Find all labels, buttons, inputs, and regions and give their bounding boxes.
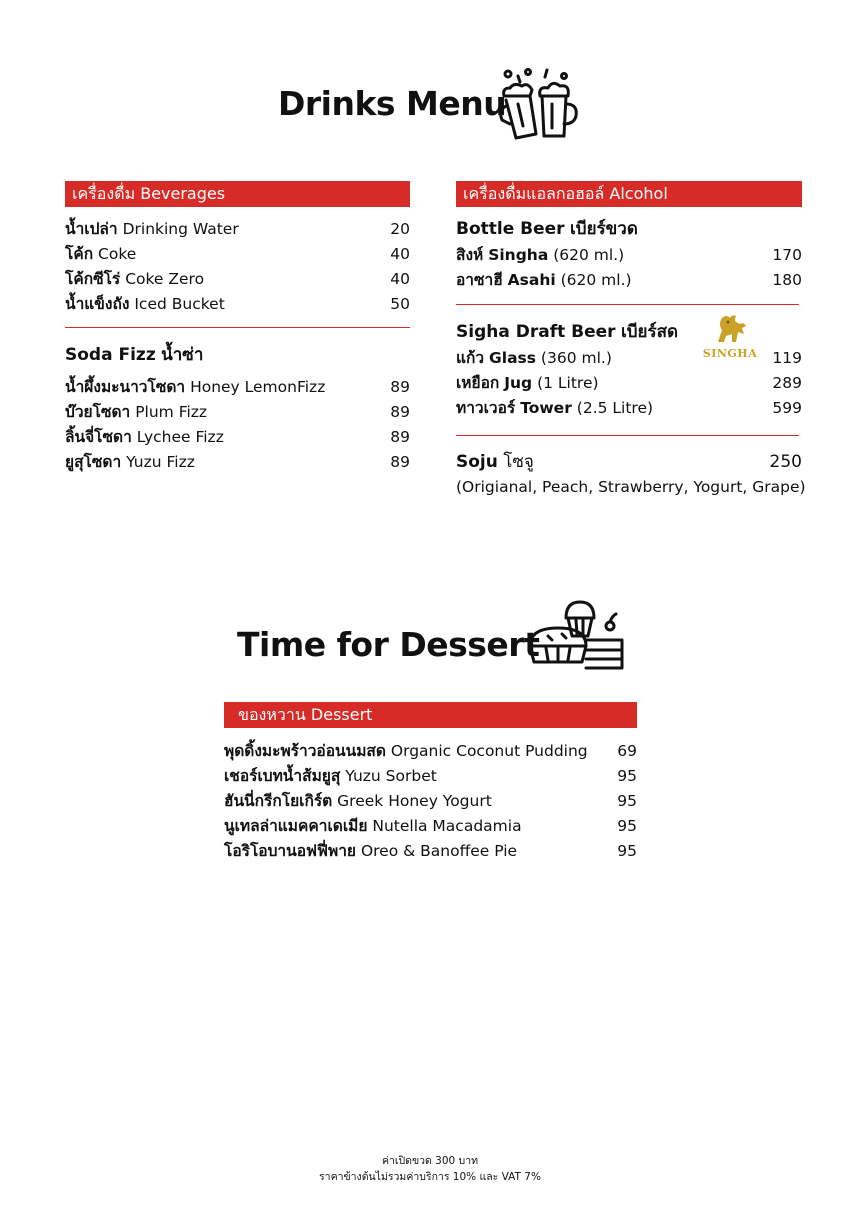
item-price: 95	[617, 817, 637, 835]
dessert-header: ของหวาน Dessert	[224, 702, 637, 728]
menu-item: ลิ้นจี่โซดา Lychee Fizz 89	[65, 425, 410, 450]
menu-item: น้ำแข็งถัง Iced Bucket 50	[65, 292, 410, 317]
singha-lion-logo: SINGHA	[700, 312, 760, 360]
menu-item: ทาวเวอร์ Tower (2.5 Litre) 599	[456, 396, 802, 421]
item-price: 50	[390, 295, 410, 313]
dessert-icon	[526, 596, 626, 672]
menu-item: น้ำเปล่า Drinking Water 20	[65, 217, 410, 242]
soju-flavors: (Origianal, Peach, Strawberry, Yogurt, Grape)	[456, 478, 806, 496]
menu-item: เหยือก Jug (1 Litre) 289	[456, 371, 802, 396]
menu-item: อาซาฮี Asahi (620 ml.) 180	[456, 268, 802, 293]
menu-item: ฮันนี่กรีกโยเกิร์ต Greek Honey Yogurt 95	[224, 789, 637, 814]
soda-fizz-title: Soda Fizz น้ำซ่า	[65, 345, 204, 365]
soju-item: Soju โซจู 250	[456, 450, 802, 475]
drinks-menu-title: Drinks Menu	[278, 84, 507, 123]
singha-lion-icon	[710, 312, 750, 344]
bottle-beer-title: Bottle Beer เบียร์ขวด	[456, 219, 638, 239]
beer-mugs-icon	[496, 66, 582, 148]
service-charge-note: ราคาข้างต้นไม่รวมค่าบริการ 10% และ VAT 7%	[319, 1171, 541, 1183]
menu-item: น้ำผึ้งมะนาวโซดา Honey LemonFizz 89	[65, 375, 410, 400]
dessert-title: Time for Dessert	[237, 625, 540, 664]
item-price: 119	[772, 349, 802, 367]
item-price: 170	[772, 246, 802, 264]
item-price: 89	[390, 378, 410, 396]
item-price: 95	[617, 792, 637, 810]
footer-note	[0, 1153, 860, 1185]
beverages-section	[65, 181, 410, 475]
item-price: 599	[772, 399, 802, 417]
menu-item: นูเทลล่าแมคคาเดเมีย Nutella Macadamia 95	[224, 814, 637, 839]
item-price: 69	[617, 742, 637, 760]
menu-item: ยูสุโซดา Yuzu Fizz 89	[65, 450, 410, 475]
item-price: 250	[769, 452, 802, 472]
menu-item: โค้กซีโร่ Coke Zero 40	[65, 267, 410, 292]
menu-item: โค้ก Coke 40	[65, 242, 410, 267]
dessert-section	[224, 702, 637, 864]
item-price: 95	[617, 767, 637, 785]
menu-item: โอริโอบานอฟฟี่พาย Oreo & Banoffee Pie 95	[224, 839, 637, 864]
menu-item: บ๊วยโซดา Plum Fizz 89	[65, 400, 410, 425]
item-price: 40	[390, 245, 410, 263]
item-price: 89	[390, 403, 410, 421]
item-price: 289	[772, 374, 802, 392]
menu-item: แก้ว Glass (360 ml.) 119	[456, 346, 802, 371]
item-price: 180	[772, 271, 802, 289]
draft-beer-title: Sigha Draft Beer เบียร์สด	[456, 322, 679, 342]
menu-item: สิงห์ Singha (620 ml.) 170	[456, 243, 802, 268]
menu-item: เชอร์เบทน้ำส้มยูสุ Yuzu Sorbet 95	[224, 764, 637, 789]
item-price: 20	[390, 220, 410, 238]
item-price: 89	[390, 428, 410, 446]
alcohol-header: เครื่องดื่มแอลกอฮอล์ Alcohol	[456, 181, 802, 207]
item-price: 89	[390, 453, 410, 471]
menu-item: พุดดิ้งมะพร้าวอ่อนนมสด Organic Coconut Pudding 69	[224, 739, 637, 764]
item-price: 95	[617, 842, 637, 860]
beverages-header: เครื่องดื่ม Beverages	[65, 181, 410, 207]
item-price: 40	[390, 270, 410, 288]
corkage-fee: ค่าเปิดขวด 300 บาท	[381, 1155, 479, 1167]
